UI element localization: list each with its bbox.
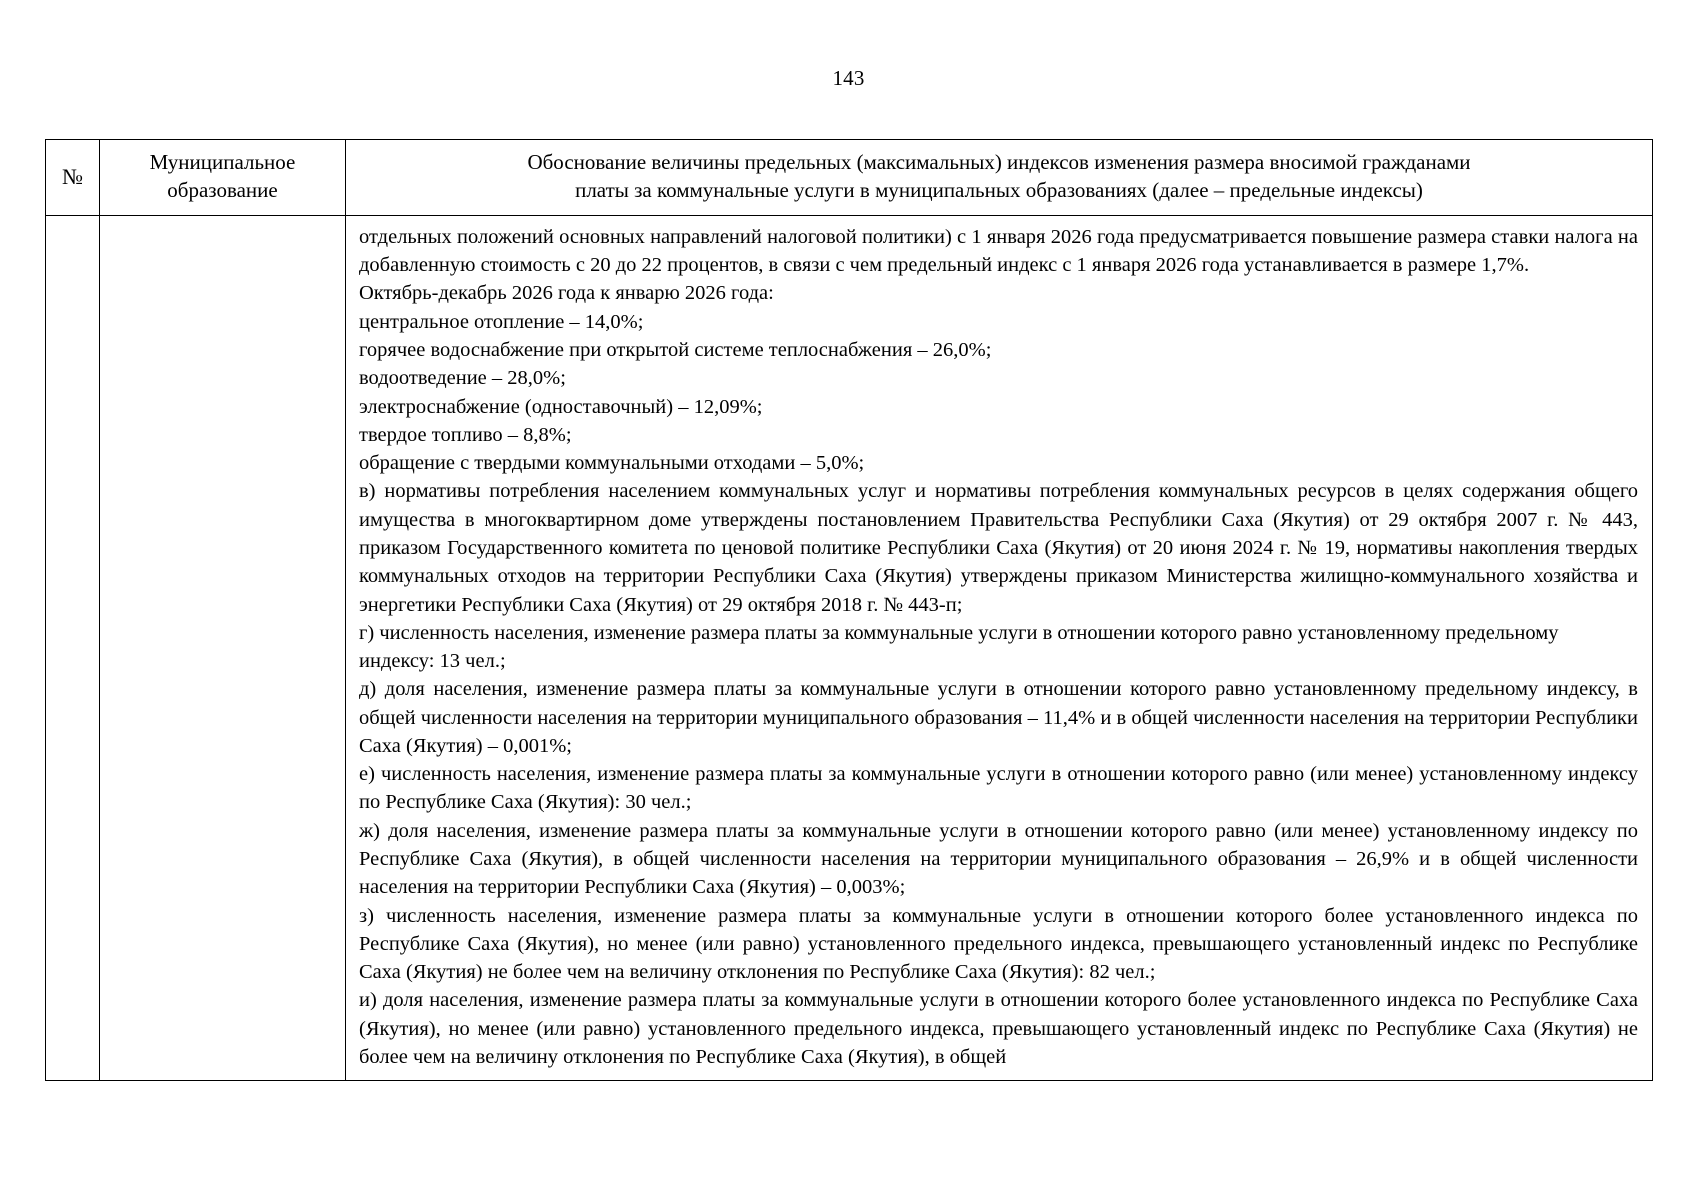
- paragraph: в) нормативы потребления населением коммунальных услуг и нормативы потребления коммунальных ресурсов в целях содержания общего имущества в многоквартирном доме утверждены постановлением Правительства Республики Саха (Якутия) от 29 октября 2007 г. № 443, приказом Государственного комитета по ценовой политике Республики Саха (Якутия) от 20 июня 2024 г. № 19, нормативы накопления твердых коммунальных отходов на территории Республики Саха (Якутия) утверждены приказом Министерства жилищно-коммунального хозяйства и энергетики Республики Саха (Якутия) от 29 октября 2018 г. № 443-п;: [359, 480, 1638, 616]
- paragraph: д) доля населения, изменение размера платы за коммунальные услуги в отношении которого равно установленному предельному индексу, в общей численности населения на территории муниципального образования – 11,4% и в общей численности населения на территории Республики Саха (Якутия) – 0,001%;: [359, 678, 1638, 757]
- table-header-row: [46, 140, 1653, 216]
- paragraph: Октябрь-декабрь 2026 года к январю 2026 года:: [359, 282, 774, 305]
- column-header-municipality-line2: образование: [167, 177, 278, 202]
- paragraph: г) численность населения, изменение размера платы за коммунальные услуги в отношении которого равно установленному предельному индексу: 13 чел.;: [359, 621, 1559, 673]
- cell-municipality: [100, 215, 346, 1080]
- paragraph: электроснабжение (одноставочный) – 12,09%;: [359, 395, 763, 418]
- column-header-justification-line2: платы за коммунальные услуги в муниципальных образованиях (далее – предельные индексы): [575, 177, 1423, 202]
- paragraph: и) доля населения, изменение размера платы за коммунальные услуги в отношении которого более установленного индекса по Республике Саха (Якутия), но менее (или равно) установленного предельного индекса, превышающего установленный индекс по Республике Саха (Якутия) не более чем на величину отклонения по Республике Саха (Якутия), в общей: [359, 989, 1638, 1068]
- cell-number: [46, 215, 100, 1080]
- paragraph: центральное отопление – 14,0%;: [359, 310, 644, 333]
- paragraph: твердое топливо – 8,8%;: [359, 423, 572, 446]
- paragraph: е) численность населения, изменение размера платы за коммунальные услуги в отношении которого равно (или менее) установленному индексу по Республике Саха (Якутия): 30 чел.;: [359, 763, 1638, 814]
- page-number: 143: [832, 66, 865, 90]
- paragraph: горячее водоснабжение при открытой системе теплоснабжения – 26,0%;: [359, 338, 992, 361]
- column-header-justification: [346, 140, 1653, 216]
- indices-table: [45, 139, 1653, 1081]
- table-row: [46, 215, 1653, 1080]
- paragraph: водоотведение – 28,0%;: [359, 367, 566, 390]
- column-header-number: №: [46, 140, 100, 216]
- column-header-municipality: [100, 140, 346, 216]
- table-container: [45, 139, 1652, 1081]
- paragraph: ж) доля населения, изменение размера платы за коммунальные услуги в отношении которого равно (или менее) установленному индексу по Республике Саха (Якутия), в общей численности населения на территории муниципального образования – 26,9% и в общей численности населения на территории Республики Саха (Якутия) – 0,003%;: [359, 819, 1638, 899]
- column-header-justification-line1: Обоснование величины предельных (максимальных) индексов изменения размера вносимой гражданами: [527, 150, 1471, 174]
- column-header-municipality-line1: Муниципальное: [149, 150, 296, 174]
- paragraph: отдельных положений основных направлений налоговой политики) с 1 января 2026 года предусматривается повышение размера ставки налога на добавленную стоимость с 20 до 22 процентов, в связи с чем предельный индекс с 1 января 2026 года устанавливается в размере 1,7%.: [359, 225, 1638, 277]
- paragraph: з) численность населения, изменение размера платы за коммунальные услуги в отношении которого более установленного индекса по Республике Саха (Якутия), но менее (или равно) установленного предельного индекса, превышающего установленный индекс по Республике Саха (Якутия) не более чем на величину отклонения по Республике Саха (Якутия): 82 чел.;: [359, 904, 1638, 984]
- cell-justification-text: [346, 215, 1653, 1080]
- paragraph: обращение с твердыми коммунальными отходами – 5,0%;: [359, 452, 865, 475]
